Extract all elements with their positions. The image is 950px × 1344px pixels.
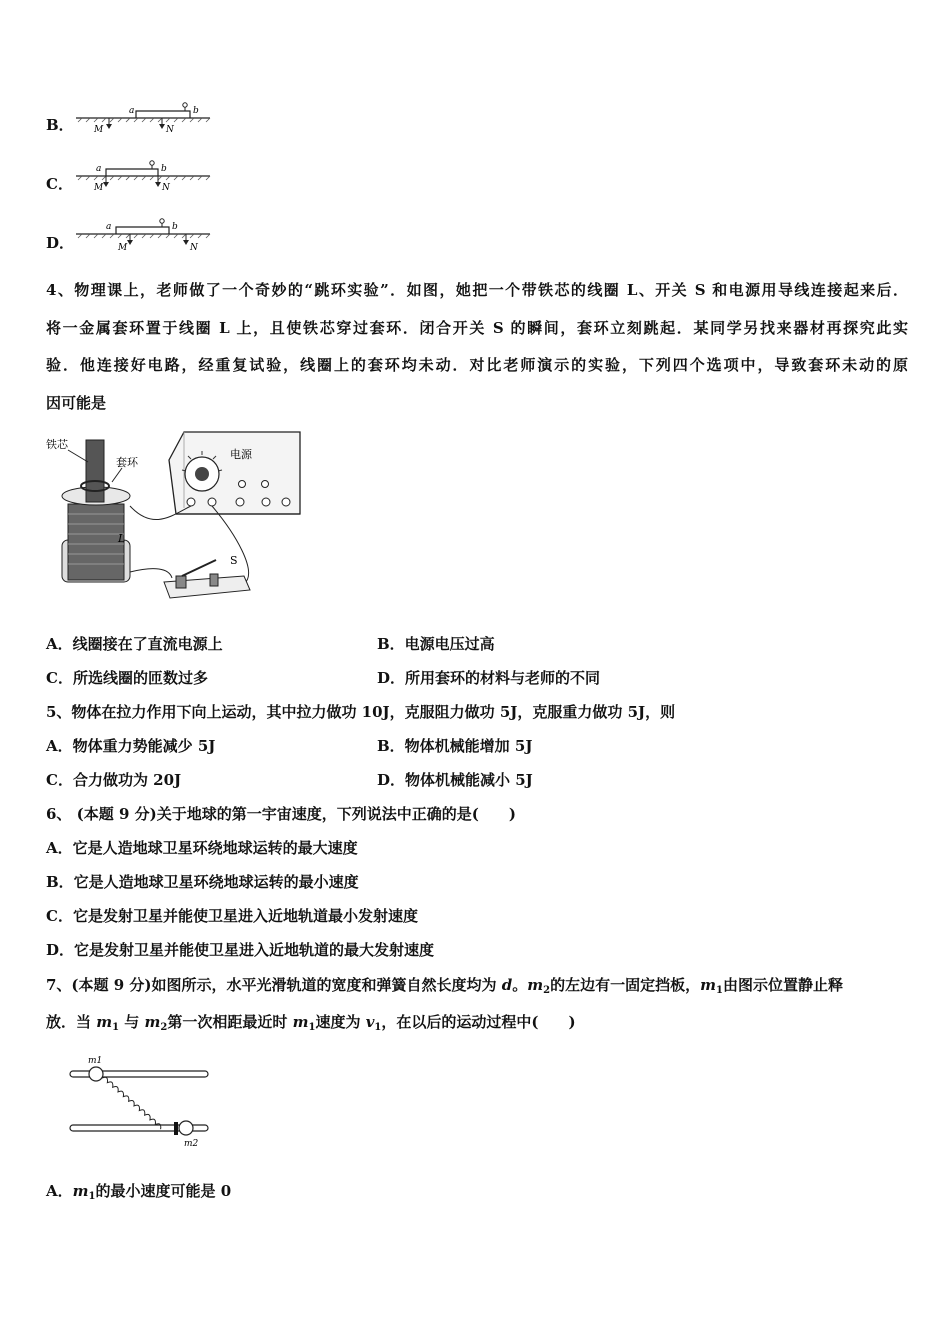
q7-stem-line-2: 放．当 $m_1$ 与 $m_2$第一次相距最近时 $m_1$速度为 $v_1$，在以后的运动过程中( ) xyxy=(46,1013,576,1033)
coil-label: L xyxy=(118,532,126,545)
q6-option-c: C．它是发射卫星并能使卫星进入近地轨道最小发射速度 xyxy=(46,907,418,925)
option-c-diagram xyxy=(72,158,214,194)
option-b-diagram xyxy=(72,100,214,136)
q7-option-a: A．$m_1$的最小速度可能是 0 xyxy=(46,1182,232,1202)
q5-option-d: D．物体机械能减小 5J xyxy=(377,771,533,789)
q6-option-b: B．它是人造地球卫星环绕地球运转的最小速度 xyxy=(46,873,359,891)
label-m: M xyxy=(94,183,104,193)
q4-option-a: A．线圈接在了直流电源上 xyxy=(46,635,223,653)
q4-option-b: B．电源电压过高 xyxy=(377,635,495,653)
label-a: a xyxy=(106,222,112,232)
label-n: N xyxy=(166,125,174,135)
q4-option-d: D．所用套环的材料与老师的不同 xyxy=(377,669,601,687)
q6-option-d: D．它是发射卫星并能使卫星进入近地轨道的最大发射速度 xyxy=(46,941,435,959)
q6-option-a: A．它是人造地球卫星环绕地球运转的最大速度 xyxy=(46,839,358,857)
label-m: M xyxy=(118,243,128,253)
q6-stem: 6、 (本题 9 分)关于地球的第一宇宙速度，下列说法中正确的是( ) xyxy=(46,805,516,823)
label-a: a xyxy=(96,164,102,174)
label-n: N xyxy=(162,183,170,193)
q4-stem-line-3: 验．他连接好电路，经重复试验，线圈上的套环均未动．对比老师演示的实验，下列四个选项中，导致套环未动的原 xyxy=(46,356,908,374)
option-label: C． xyxy=(46,175,73,193)
option-label: B． xyxy=(46,116,74,134)
q4-stem-line-4: 因可能是 xyxy=(46,394,107,412)
switch-label: S xyxy=(230,554,238,567)
label-b: b xyxy=(161,164,167,174)
q5-option-c: C．合力做功为 20J xyxy=(46,771,182,789)
label-a: a xyxy=(129,106,135,116)
label-b: b xyxy=(172,222,178,232)
q4-option-c: C．所选线圈的匝数过多 xyxy=(46,669,208,687)
option-d-diagram xyxy=(72,216,214,254)
label-m: M xyxy=(94,125,104,135)
q5-option-a: A．物体重力势能减少 5J xyxy=(46,737,216,755)
spring-track-figure xyxy=(66,1052,214,1150)
q7-stem-line-1: 7、(本题 9 分)如图所示，水平光滑轨道的宽度和弹簧自然长度均为 d。$m_2$的左边有一固定挡板，$m_1$由图示位置静止释 xyxy=(46,976,843,996)
q4-stem-line-1: 4、物理课上，老师做了一个奇妙的“跳环实验”．如图，她把一个带铁芯的线圈 L、开关 S 和电源用导线连接起来后． xyxy=(46,281,908,299)
m1-label: m1 xyxy=(88,1056,103,1066)
power-label: 电源 xyxy=(230,448,252,461)
label-n: N xyxy=(190,243,198,253)
q5-stem: 5、物体在拉力作用下向上运动，其中拉力做功 10J，克服阻力做功 5J，克服重力做功 5J，则 xyxy=(46,703,676,721)
q4-stem-line-2: 将一金属套环置于线圈 L 上，且使铁芯穿过套环．闭合开关 S 的瞬间，套环立刻跳起．某同学另找来器材再探究此实 xyxy=(46,319,908,337)
q5-option-b: B．物体机械能增加 5J xyxy=(377,737,533,755)
label-b: b xyxy=(193,106,199,116)
jumping-ring-figure xyxy=(44,422,306,604)
m2-label: m2 xyxy=(184,1139,199,1149)
iron-core-label: 铁芯 xyxy=(46,438,68,451)
ring-label: 套环 xyxy=(116,456,138,469)
option-label: D． xyxy=(46,234,75,252)
